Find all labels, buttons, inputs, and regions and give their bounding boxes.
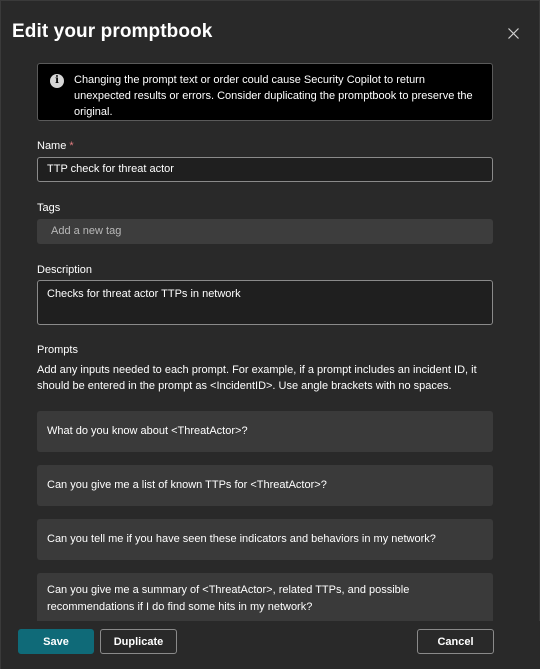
name-label-text: Name: [37, 140, 67, 152]
info-icon: i: [50, 74, 64, 88]
name-label: [37, 140, 74, 152]
dialog-footer: [1, 621, 540, 669]
dialog-body: [37, 63, 493, 613]
prompt-text: Can you give me a list of known TTPs for <ThreatActor>?: [47, 479, 327, 491]
notice-text: Changing the prompt text or order could cause Security Copilot to return unexpected results or errors. Consider duplicating the promptbook to preserve the original.: [74, 74, 473, 118]
prompt-card[interactable]: [37, 411, 493, 452]
close-icon: [508, 28, 519, 39]
prompt-card[interactable]: [37, 465, 493, 506]
prompt-text: Can you give me a summary of <ThreatActor>, related TTPs, and possible recommendations if I do find some hits in my network?: [47, 584, 410, 613]
prompts-help-text: Add any inputs needed to each prompt. For example, if a prompt includes an incident ID, it should be entered in the prompt as <IncidentID>. Use angle brackets with no spaces.: [37, 364, 477, 392]
description-label: Description: [37, 264, 93, 276]
cancel-button[interactable]: Cancel: [417, 629, 494, 654]
close-button[interactable]: [503, 23, 523, 43]
save-button[interactable]: Save: [18, 629, 94, 654]
duplicate-button[interactable]: Duplicate: [100, 629, 177, 654]
prompt-card[interactable]: [37, 573, 493, 625]
dialog-title: Edit your promptbook: [12, 21, 213, 42]
warning-notice: [37, 63, 493, 121]
name-field[interactable]: TTP check for threat actor: [37, 157, 493, 182]
prompt-card[interactable]: [37, 519, 493, 560]
required-marker: *: [69, 140, 74, 152]
tags-label: Tags: [37, 202, 61, 214]
tags-input[interactable]: Add a new tag: [37, 219, 493, 244]
prompt-text: Can you tell me if you have seen these indicators and behaviors in my network?: [47, 533, 436, 545]
description-field[interactable]: Checks for threat actor TTPs in network: [37, 280, 493, 325]
prompts-label: Prompts: [37, 344, 78, 356]
prompt-text: What do you know about <ThreatActor>?: [47, 425, 248, 437]
